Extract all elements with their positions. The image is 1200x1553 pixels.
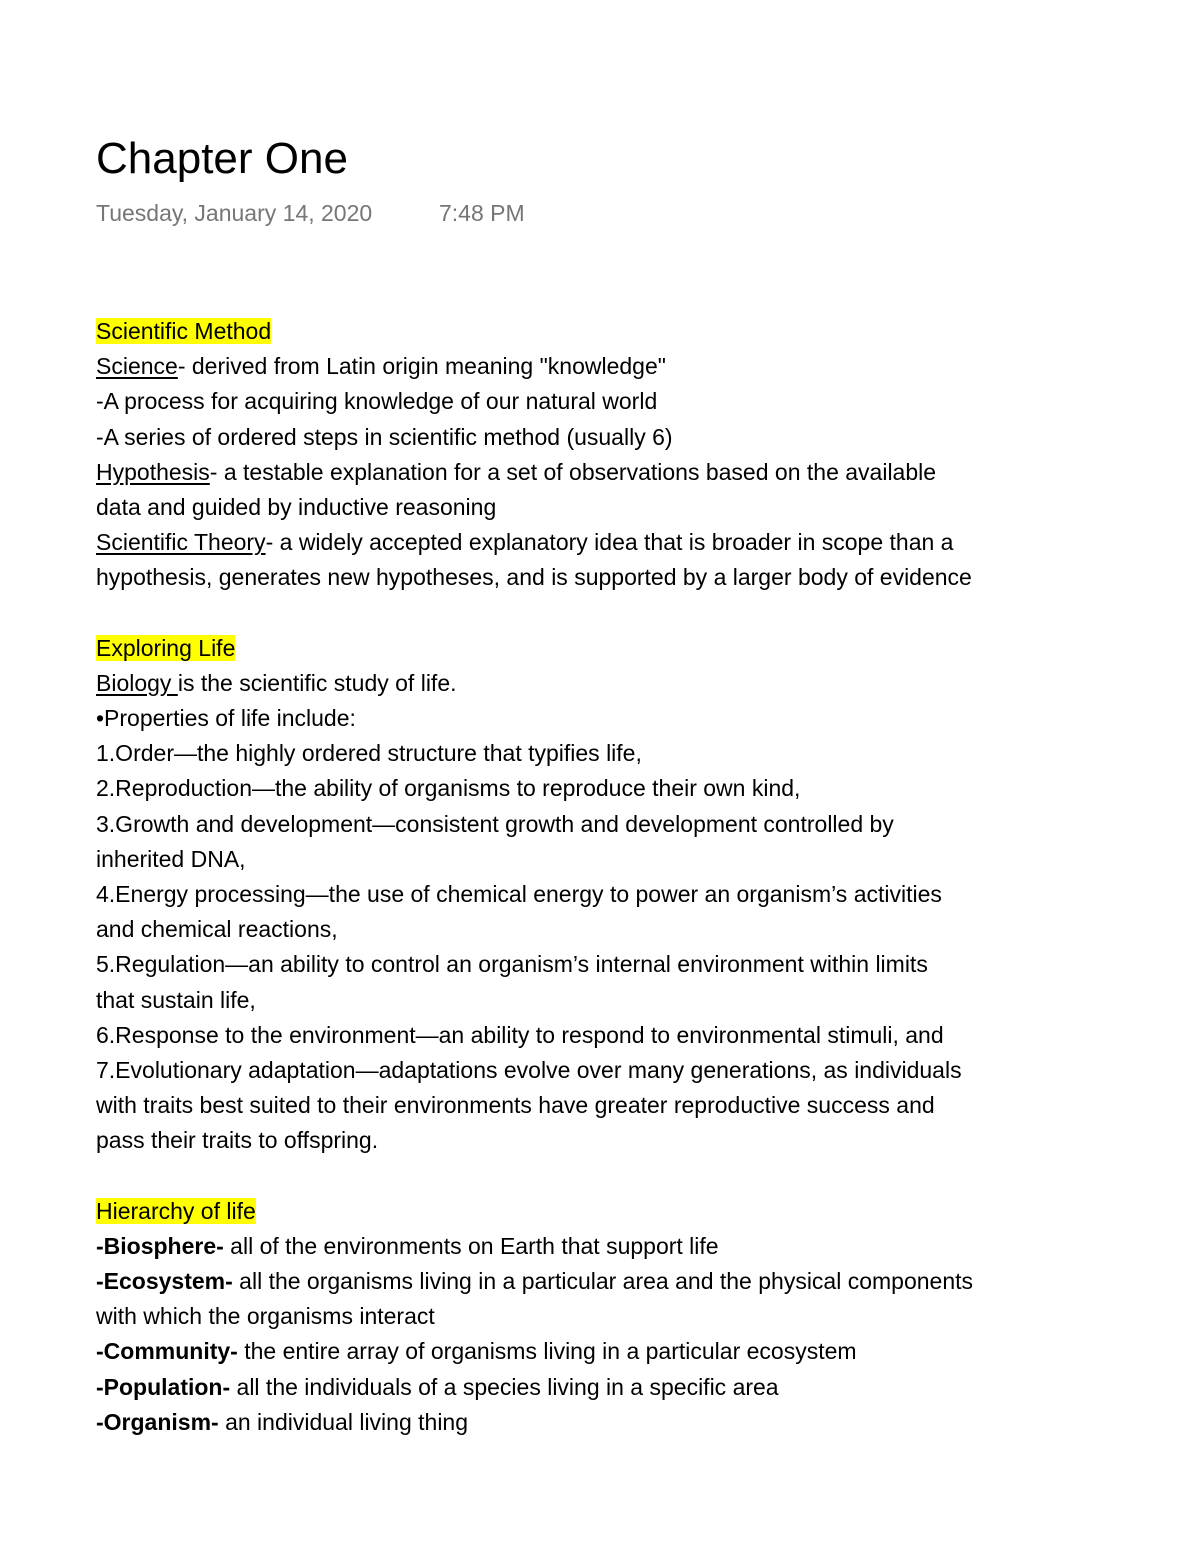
bullet-steps: -A series of ordered steps in scientific method (usually 6)	[96, 423, 673, 450]
bullet-process: -A process for acquiring knowledge of our natural world	[96, 388, 658, 415]
page-title: Chapter One	[96, 134, 348, 183]
definition-text: an individual living thing	[218, 1408, 469, 1435]
term-biology: Biology	[96, 669, 178, 696]
term-science: Science	[96, 353, 178, 380]
hierarchy-ecosystem-cont: with which the organisms interact	[96, 1303, 435, 1330]
note-body	[96, 314, 1116, 1440]
term-biosphere: -Biosphere-	[96, 1232, 224, 1259]
highlighted-heading: Hierarchy of life	[96, 1197, 256, 1224]
list-item-cont: inherited DNA,	[96, 845, 246, 872]
hierarchy-community	[96, 1334, 1116, 1369]
definition-text: - a testable explanation for a set of observations based on the available	[209, 458, 937, 485]
term-organism: -Organism-	[96, 1408, 219, 1435]
definition-hypothesis-cont: data and guided by inductive reasoning	[96, 493, 497, 520]
definition-biology	[96, 666, 1116, 701]
definition-science	[96, 349, 1116, 384]
definition-text: all of the environments on Earth that support life	[223, 1232, 719, 1259]
term-scientific-theory: Scientific Theory	[96, 529, 266, 556]
hierarchy-population	[96, 1370, 1116, 1405]
highlighted-heading: Scientific Method	[96, 318, 272, 344]
properties-intro: •Properties of life include:	[96, 705, 356, 732]
list-item: 3.Growth and development—consistent growth and development controlled by	[96, 810, 894, 837]
term-hypothesis: Hypothesis	[96, 458, 210, 485]
definition-text: all the organisms living in a particular area and the physical components	[232, 1268, 974, 1295]
term-ecosystem: -Ecosystem-	[96, 1268, 233, 1295]
definition-hypothesis	[96, 455, 1116, 490]
list-item-cont: pass their traits to offspring.	[96, 1127, 379, 1154]
highlighted-heading: Exploring Life	[96, 634, 236, 661]
hierarchy-organism	[96, 1405, 1116, 1440]
list-item: 7.Evolutionary adaptation—adaptations evolve over many generations, as individuals	[96, 1056, 962, 1083]
definition-text: all the individuals of a species living in a specific area	[230, 1373, 779, 1400]
hierarchy-biosphere	[96, 1229, 1116, 1264]
list-item-cont: and chemical reactions,	[96, 916, 338, 943]
definition-text: - a widely accepted explanatory idea that is broader in scope than a	[265, 529, 954, 556]
term-community: -Community-	[96, 1338, 238, 1365]
list-item-cont: that sustain life,	[96, 986, 256, 1013]
definition-text: - derived from Latin origin meaning "knowledge"	[177, 353, 666, 380]
section-heading-hierarchy	[96, 1194, 1116, 1229]
definition-scientific-theory	[96, 525, 1116, 560]
note-date: Tuesday, January 14, 2020	[96, 200, 373, 226]
blank-line	[96, 1159, 1116, 1194]
blank-line	[96, 596, 1116, 631]
list-item: 1.Order—the highly ordered structure that typifies life,	[96, 740, 642, 767]
hierarchy-ecosystem	[96, 1264, 1116, 1299]
list-item-cont: with traits best suited to their environments have greater reproductive success and	[96, 1092, 935, 1119]
note-time: 7:48 PM	[439, 200, 525, 226]
section-heading-exploring-life	[96, 631, 1116, 666]
list-item: 6.Response to the environment—an ability to respond to environmental stimuli, and	[96, 1021, 944, 1048]
list-item: 4.Energy processing—the use of chemical energy to power an organism’s activities	[96, 881, 942, 907]
section-heading-scientific-method	[96, 314, 1116, 349]
definition-scientific-theory-cont: hypothesis, generates new hypotheses, and is supported by a larger body of evidence	[96, 564, 972, 591]
list-item: 5.Regulation—an ability to control an organism’s internal environment within limits	[96, 951, 928, 978]
definition-text: the entire array of organisms living in a particular ecosystem	[237, 1338, 857, 1365]
term-population: -Population-	[96, 1373, 231, 1400]
definition-text: is the scientific study of life.	[177, 669, 457, 696]
list-item: 2.Reproduction—the ability of organisms to reproduce their own kind,	[96, 775, 801, 802]
